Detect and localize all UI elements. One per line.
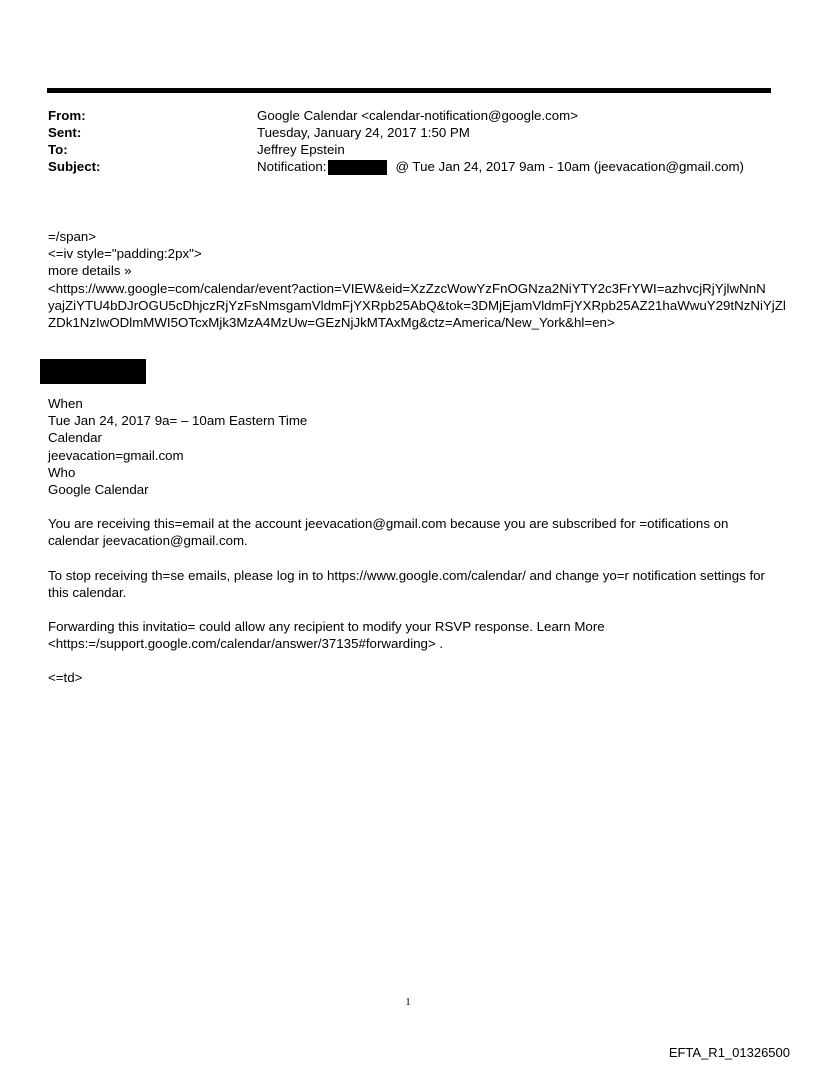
bates-number: EFTA_R1_01326500 [668,1045,790,1060]
to-label: To: [48,142,68,157]
subject-prefix: Notification: [257,159,327,174]
sent-value: Tuesday, January 24, 2017 1:50 PM [257,125,470,140]
subject-label: Subject: [48,159,101,174]
from-label: From: [48,108,86,123]
redaction [40,359,146,384]
body-line: Who [48,464,76,480]
event-details [48,395,778,687]
body-line: jeevacation=gmail.com [48,447,184,463]
body-line: <=iv style="padding:2px"> [48,246,202,262]
body-line: When [48,396,83,411]
to-value: Jeffrey Epstein [257,142,345,157]
body-line: =/span> [48,229,97,244]
body-line: Google Calendar [48,482,149,498]
body-paragraph: Forwarding this invitatio= could allow any recipient to modify your RSVP response. Learn More <https:=/support.google.com/calendar/answer/37135#forwarding> . [48,619,605,652]
body-line: ZDk1NzIwODlmMWI5OTcxMjk3MzA4MzUw=GEzNjJkMTAxMg&ctz=America/New_York&hl=en> [48,315,615,331]
redaction [328,160,387,175]
from-value: Google Calendar <calendar-notification@google.com> [257,108,579,123]
header-rule [47,88,771,93]
body-html-fragment [48,228,786,331]
body-paragraph: You are receiving this=email at the account jeevacation@gmail.com because you are subscribed for =otifications on calendar jeevacation@gmail.com. [48,516,729,549]
email-header [48,107,744,175]
body-paragraph: To stop receiving th=se emails, please log in to https://www.google.com/calendar/ and change yo=r notification settings for this calendar. [48,567,765,600]
body-line: yajZiYTU4bDJrOGU5cDhjczRjYzFsNmsgamVldmFjYXRpb25AbQ&tok=3DMjEjamVldmFjYXRpb25AZ21haWwuY29tNzNiYjZl [48,297,786,313]
body-line: <=td> [48,670,83,686]
body-line: more details » [48,263,132,279]
sent-label: Sent: [48,125,82,140]
page-number: 1 [405,996,411,1008]
body-line: <https://www.google=com/calendar/event?action=VIEW&eid=XzZzcWowYzFnOGNza2NiYTY2c3FrYWI=azhvcjRjYjlwNnN [48,280,766,296]
subject-suffix: @ Tue Jan 24, 2017 9am - 10am (jeevacation@gmail.com) [395,159,744,174]
body-line: Tue Jan 24, 2017 9a= – 10am Eastern Time [48,413,308,429]
body-line: Calendar [48,430,102,446]
